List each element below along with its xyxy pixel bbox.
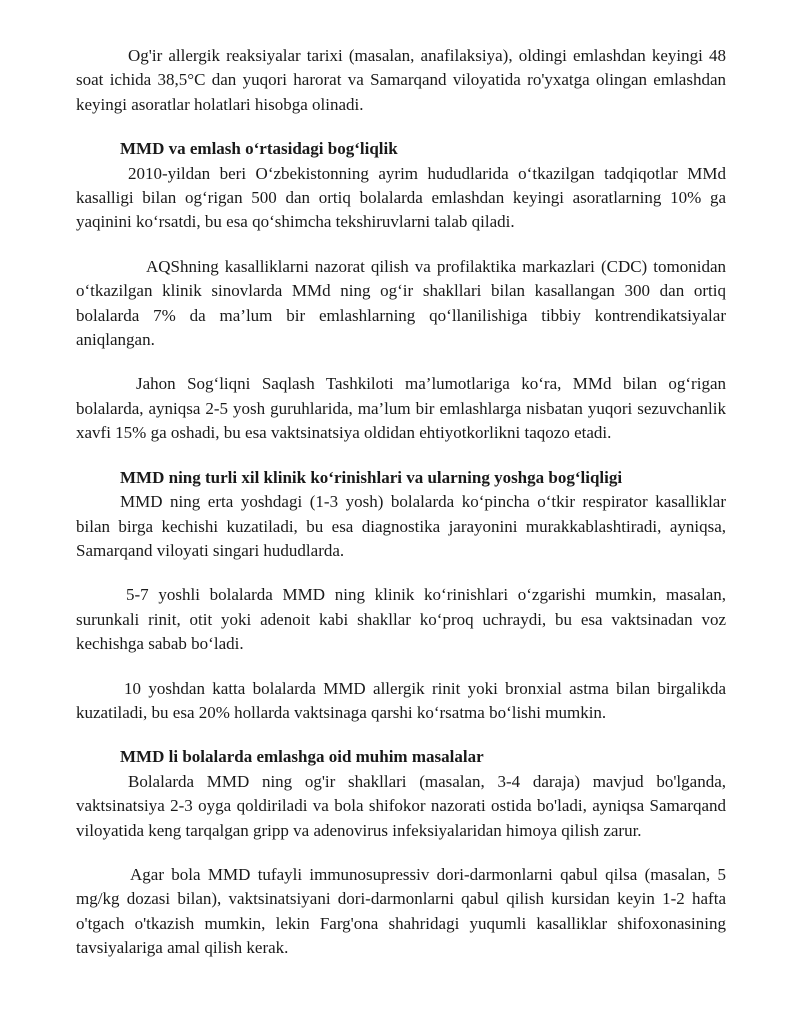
paragraph-allergy-history: Og'ir allergik reaksiyalar tarixi (masalan, anafilaksiya), oldingi emlashdan keyingi 48 soat ichida 38,5°C dan yuqori harorat va Samarqand viloyatida ro'yxatga olingan emlashdan keyingi asoratlar holatlari hisobga olinadi. <box>76 46 726 114</box>
paragraph-immunosuppressive: Agar bola MMD tufayli immunosupressiv dori-darmonlarni qabul qilsa (masalan, 5 mg/kg dozasi bilan), vaktsinatsiyani dori-darmonlarni qabul qilish kursidan keyin 1-2 hafta o'tgach o'tkazish mumkin, lekin Farg'ona shahridagi yuqumli kasalliklar shifoxonasining tavsiyalariga amal qilish kerak. <box>76 864 726 958</box>
paragraph-severe-forms: Bolalarda MMD ning og'ir shakllari (masalan, 3-4 daraja) mavjud bo'lganda, vaktsinatsiya 2-3 oyga qoldiriladi va bola shifokor nazorati ostida bo'ladi, ayniqsa Samarqand viloyatida keng tarqalgan gripp va adenovirus infeksiyalaridan himoya qilish zarur. <box>76 771 726 840</box>
heading-vaccination-issues: MMD li bolalarda emlashga oid muhim masalalar <box>120 747 484 767</box>
heading-mmd-vaccination-link: MMD va emlash o‘rtasidagi bog‘liqlik <box>120 139 398 159</box>
paragraph-cdc-trials: AQShning kasalliklarni nazorat qilish va profilaktika markazlari (CDC) tomonidan o‘tkazilgan klinik sinovlarda MMd ning og‘ir shakllari bilan kasallangan 300 dan ortiq bolalarda 7% da ma’lum bir emlashlarning qo‘llanilishiga tibbiy kontrendikatsiyalar aniqlangan. <box>76 256 726 350</box>
paragraph-over-10-years: 10 yoshdan katta bolalarda MMD allergik rinit yoki bronxial astma bilan birgalikda kuzatiladi, bu esa 20% hollarda vaktsinaga qarshi ko‘rsatma bo‘lishi mumkin. <box>76 678 726 722</box>
paragraph-5-7-years: 5-7 yoshli bolalarda MMD ning klinik ko‘rinishlari o‘zgarishi mumkin, masalan, surunkali rinit, otit yoki adenoit kabi shakllar ko‘proq uchraydi, bu esa vaktsinadan voz kechishga sabab bo‘ladi. <box>76 585 726 654</box>
paragraph-early-age: MMD ning erta yoshdagi (1-3 yosh) bolalarda ko‘pincha o‘tkir respirator kasalliklar bilan birga kechishi kuzatiladi, bu esa diagnostika jarayonini murakkablashtiradi, ayniqsa, Samarqand viloyati singari hududlarda. <box>76 492 726 560</box>
document-page <box>76 44 726 961</box>
paragraph-who-data: Jahon Sog‘liqni Saqlash Tashkiloti ma’lumotlariga ko‘ra, MMd bilan og‘rigan bolalarda, ayniqsa 2-5 yosh guruhlarida, ma’lum bir emlashlarga nisbatan yuqori sezuvchanlik xavfi 15% ga oshadi, bu esa vaktsinatsiya oldidan ehtiyotkorlikni taqozo etadi. <box>76 374 726 443</box>
heading-clinical-forms-age: MMD ning turli xil klinik ko‘rinishlari va ularning yoshga bog‘liqligi <box>120 467 623 487</box>
paragraph-uzbekistan-studies: 2010-yildan beri O‘zbekistonning ayrim hududlarida o‘tkazilgan tadqiqotlar MMd kasalligi bilan og‘rigan 500 dan ortiq bolalarda emlashdan keyingi asoratlarning 10% ga yaqinini ko‘rsatdi, bu esa qo‘shimcha tekshiruvlarni talab qiladi. <box>76 163 726 232</box>
